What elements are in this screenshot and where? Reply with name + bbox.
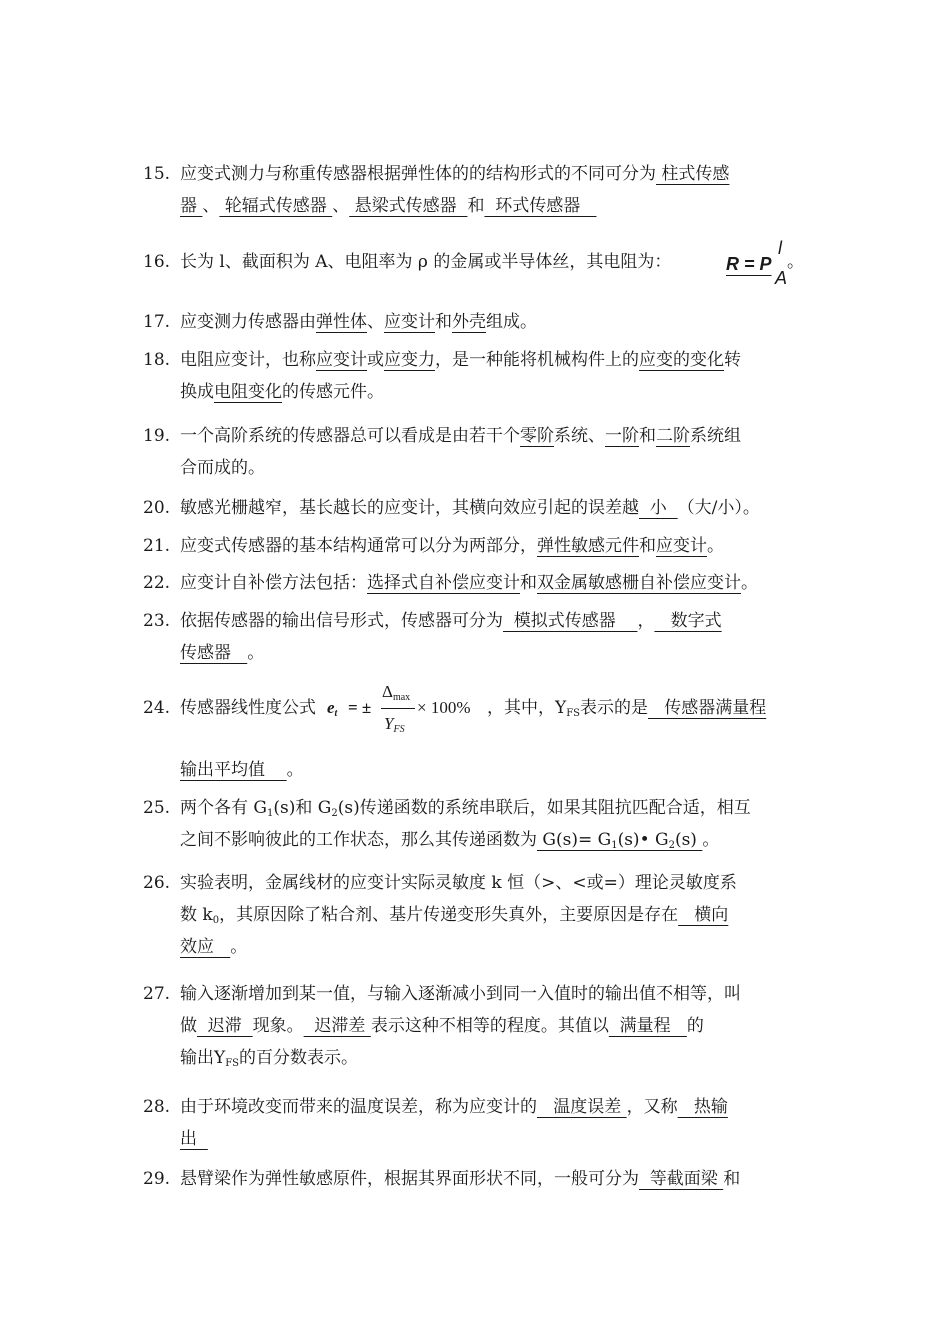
question-number: 16. bbox=[143, 252, 171, 272]
answer-blank: 应变计 bbox=[316, 350, 367, 370]
question-number: 29. bbox=[143, 1169, 171, 1189]
question-text: 做 迟滞 现象。 迟滞差 表示这种不相等的程度。其值以 满量程 的 bbox=[180, 1016, 704, 1036]
question-text: 传感器 。 bbox=[180, 643, 265, 663]
question-number: 26. bbox=[143, 873, 171, 893]
resistance-formula: R = P bbox=[726, 254, 772, 274]
answer-blank: 悬梁式传感器 bbox=[349, 196, 468, 216]
answer-blank: 电阻变化 bbox=[214, 382, 282, 402]
question-text: 器 、 轮辐式传感器 、 悬梁式传感器 和 环式传感器 bbox=[180, 196, 597, 216]
answer-blank: 轮辐式传感器 bbox=[219, 196, 333, 216]
answer-blank: 应变计 bbox=[656, 536, 707, 556]
question-text: ，其中，$Y_{FS}$表示的是 传感器满量程 bbox=[487, 698, 767, 719]
question-text: 输入逐渐增加到某一值，与输入逐渐减小到同一入值时的输出值不相等，叫 bbox=[180, 984, 741, 1004]
question-text: 之间不影响彼此的工作状态，那么其传递函数为 $G(s)= G_1(s)•$ $G_2(s)$ 。 bbox=[180, 830, 720, 851]
answer-blank: 满量程 bbox=[608, 1016, 687, 1036]
question-text: 敏感光栅越窄，基长越长的应变计，其横向效应引起的误差越 小 （大/小）。 bbox=[180, 498, 760, 518]
question-text: 效应 。 bbox=[180, 937, 248, 957]
question-text: 一个高阶系统的传感器总可以看成是由若干个零阶系统、一阶和二阶系统组 bbox=[180, 426, 741, 446]
answer-blank: 等截面梁 bbox=[639, 1169, 724, 1189]
answer-blank: 迟滞差 bbox=[303, 1016, 371, 1036]
answer-blank: 效应 bbox=[180, 937, 231, 957]
answer-blank: 输出平均值 bbox=[180, 760, 287, 780]
answer-blank: 选择式自补偿应变计 bbox=[367, 573, 520, 593]
question-text: 合而成的。 bbox=[180, 458, 265, 478]
question-number: 24. bbox=[143, 698, 171, 718]
question-number: 22. bbox=[143, 573, 171, 593]
question-text: 换成电阻变化的传感元件。 bbox=[180, 382, 384, 402]
document-page: 15. 应变式测力与称重传感器根据弹性体的的结构形式的不同可分为 柱式传感 器 、 轮辐式传感器 、 悬梁式传感器 和 环式传感器 16. 长为 l、截面积为 A、电阻率为 ρ 的金属或半导体丝，其电阻为： R = P l A 。 17. 应变测力传感器由弹性体、应变计和外壳组成。 18. 电阻应变计，也称应变计或应变力，是一种能将机械构件上的应变的变化转 换成电阻变化的传感元件。 19. 一个高阶系统的传感器总可以看成是由若干个零阶系统、一阶和二阶系统组 合而成的。 20. 敏感光栅越窄，基长越长的应变计，其横向效应引起的误差越 小 （大/小）。 21. 应变式传感器的基本结构通常可以分为两部分，弹性敏感元件和应变计。 22. 应变计自补偿方法包括：选择式自补偿应变计和双金属敏感栅自补偿应变计。 23. 依据传感器的输出信号形式，传感器可分为 模拟式传感器 ， 数字式 传感器 。 24. 传感器线性度公式 $e_t$ = ± $\Delta_{max}$ $Y_{FS}$ × 100% ，其中，$Y_{FS}$表示的是 传感器满量程 输出平均值 。 25. 两个各有 $G_1(s)$和 $G_2(s)$传递函数的系统串联后，如果其阻抗匹配合适，相互 之间不影响彼此的工作状态，那么其传递函数为 $G(s)= G_1(s)•$ $G_2(s)$ 。 26. 实验表明，金属线材的应变计实际灵敏度 k 恒（>、<或=）理论灵敏度系 数 $k_0$，其原因除了粘合剂、基片传递变形失真外，主要原因是存在 横向 效应 。 27. 输入逐渐增加到某一值，与输入逐渐减小到同一入值时的输出值不相等，叫 做 迟滞 现象。 迟滞差 表示这种不相等的程度。其值以 满量程 的 输出$Y_{FS}$的百分数表示。 28. 由于环境改变而带来的温度误差，称为应变计的 温度误差 ，又称 热输 出 29. 悬臂梁作为弹性敏感原件，根据其界面形状不同，一般可分为 等截面梁 和 bbox=[0, 0, 950, 1344]
question-number: 19. bbox=[143, 426, 171, 446]
answer-blank: 模拟式传感器 bbox=[503, 611, 638, 631]
question-text: 输出平均值 。 bbox=[180, 760, 304, 780]
question-text: 应变式传感器的基本结构通常可以分为两部分，弹性敏感元件和应变计。 bbox=[180, 536, 724, 556]
answer-blank: 器 bbox=[180, 196, 203, 216]
answer-blank: 双金属敏感栅自补偿应变计 bbox=[537, 573, 741, 593]
answer-blank: 应变计 bbox=[384, 312, 435, 332]
question-number: 28. bbox=[143, 1097, 171, 1117]
question-text: 数 $k_0$，其原因除了粘合剂、基片传递变形失真外，主要原因是存在 横向 bbox=[180, 905, 729, 926]
question-text: 由于环境改变而带来的温度误差，称为应变计的 温度误差 ，又称 热输 bbox=[180, 1097, 728, 1117]
question-number: 18. bbox=[143, 350, 171, 370]
answer-blank: 数字式 bbox=[654, 611, 722, 631]
answer-blank: 二阶 bbox=[656, 426, 690, 446]
question-text: 两个各有 $G_1(s)$和 $G_2(s)$传递函数的系统串联后，如果其阻抗匹配合适，相互 bbox=[180, 798, 751, 819]
question-number: 27. bbox=[143, 984, 171, 1004]
answer-blank: 弹性体 bbox=[316, 312, 367, 332]
question-text: 长为 l、截面积为 A、电阻率为 ρ 的金属或半导体丝，其电阻为： bbox=[180, 252, 672, 272]
question-text: 实验表明，金属线材的应变计实际灵敏度 k 恒（>、<或=）理论灵敏度系 bbox=[180, 873, 737, 893]
answer-blank: 出 bbox=[180, 1129, 208, 1149]
answer-blank: 小 bbox=[639, 498, 678, 518]
question-text: 应变计自补偿方法包括：选择式自补偿应变计和双金属敏感栅自补偿应变计。 bbox=[180, 573, 758, 593]
answer-blank: 温度误差 bbox=[537, 1097, 627, 1117]
question-text: 应变式测力与称重传感器根据弹性体的的结构形式的不同可分为 柱式传感 bbox=[180, 164, 730, 184]
answer-blank: 迟滞 bbox=[197, 1016, 253, 1036]
question-text: 悬臂梁作为弹性敏感原件，根据其界面形状不同，一般可分为 等截面梁 和 bbox=[180, 1169, 741, 1189]
question-text: 传感器线性度公式 bbox=[180, 698, 316, 718]
answer-blank: 一阶 bbox=[605, 426, 639, 446]
question-number: 25. bbox=[143, 798, 171, 818]
question-number: 23. bbox=[143, 611, 171, 631]
answer-blank: 环式传感器 bbox=[484, 196, 597, 216]
answer-blank: 外壳 bbox=[452, 312, 486, 332]
question-text: 应变测力传感器由弹性体、应变计和外壳组成。 bbox=[180, 312, 537, 332]
question-number: 21. bbox=[143, 536, 171, 556]
answer-blank: 弹性敏感元件 bbox=[537, 536, 639, 556]
question-number: 15. bbox=[143, 164, 171, 184]
question-text bbox=[180, 1123, 208, 1155]
linearity-formula: $e_t$ bbox=[327, 698, 338, 719]
answer-blank: 柱式传感 bbox=[656, 164, 730, 184]
answer-blank: 应变力 bbox=[384, 350, 435, 370]
answer-blank: 热输 bbox=[677, 1097, 728, 1117]
question-text: 电阻应变计，也称应变计或应变力，是一种能将机械构件上的应变的变化转 bbox=[180, 350, 741, 370]
question-number: 20. bbox=[143, 498, 171, 518]
answer-blank: $G(s)= G_1(s)•$ $G_2(s)$ bbox=[537, 830, 703, 851]
question-text: 依据传感器的输出信号形式，传感器可分为 模拟式传感器 ， 数字式 bbox=[180, 611, 722, 631]
answer-blank: 零阶 bbox=[520, 426, 554, 446]
question-text: 输出$Y_{FS}$的百分数表示。 bbox=[180, 1048, 359, 1069]
answer-blank: 传感器 bbox=[180, 643, 248, 663]
question-number: 17. bbox=[143, 312, 171, 332]
answer-blank: 横向 bbox=[678, 905, 729, 925]
answer-blank: 应变的变化 bbox=[639, 350, 724, 370]
answer-blank: 传感器满量程 bbox=[648, 698, 767, 718]
